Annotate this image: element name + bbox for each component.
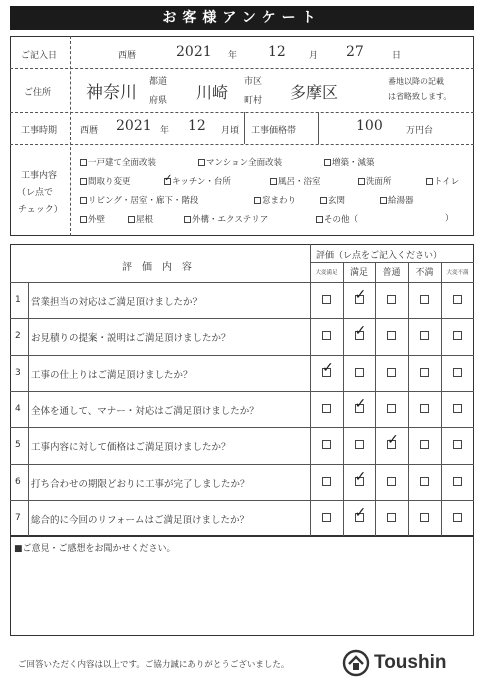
content-option-14[interactable] <box>184 213 268 225</box>
checkbox[interactable] <box>380 197 387 204</box>
house-icon <box>342 649 370 677</box>
rating-checkbox[interactable] <box>355 440 364 449</box>
question-text: 工事内容に対して価格はご満足頂けましたか？ <box>31 442 231 454</box>
rating-checkbox[interactable] <box>420 477 429 486</box>
content-option-label: マンション全面改装 <box>206 158 283 168</box>
rating-checkbox[interactable] <box>453 440 462 449</box>
rating-checkbox[interactable] <box>420 513 429 522</box>
rating-header-0: 大変満足 <box>315 270 338 276</box>
content-option-label: 玄関 <box>328 196 346 206</box>
address-label: ご住所 <box>24 88 52 98</box>
address-note-2: は省略致します。 <box>388 92 452 101</box>
period-era: 西暦 <box>80 126 99 136</box>
checkbox[interactable] <box>426 178 433 185</box>
content-option-11[interactable] <box>380 194 414 206</box>
info-box <box>10 36 474 236</box>
rating-checkbox[interactable] <box>387 368 396 377</box>
question-text: お見積りの提案・説明はご満足頂けましたか？ <box>31 333 231 345</box>
content-option-label: 間取り変更 <box>88 177 131 187</box>
date-label: ご記入日 <box>21 51 58 61</box>
period-year-unit: 年 <box>160 126 170 136</box>
rating-checkbox[interactable] <box>387 477 396 486</box>
eval-header-left: 評 価 内 容 <box>122 262 192 273</box>
eval-header-right: 評価（レ点をご記入ください） <box>316 251 443 261</box>
rating-checkbox[interactable] <box>322 331 331 340</box>
date-month-unit: 月 <box>309 51 319 61</box>
checkbox[interactable] <box>164 178 171 185</box>
address-note-1: 番地以降の記載 <box>388 77 444 86</box>
content-label-1: 工事内容 <box>21 171 58 181</box>
question-text: 総合的に今回のリフォームはご満足頂けましたか？ <box>31 514 250 526</box>
rating-checkbox[interactable] <box>453 404 462 413</box>
date-day-unit: 日 <box>392 51 402 61</box>
date-day[interactable]: 27 <box>346 44 364 60</box>
checkbox[interactable] <box>254 197 261 204</box>
price-unit: 万円台 <box>406 126 434 136</box>
rating-checkbox[interactable] <box>355 404 364 413</box>
content-option-12[interactable] <box>80 213 105 225</box>
content-option-label: 窓まわり <box>262 196 297 206</box>
date-month[interactable]: 12 <box>268 44 286 60</box>
rating-checkbox[interactable] <box>453 331 462 340</box>
question-number: 6 <box>15 476 21 487</box>
rating-checkbox[interactable] <box>355 295 364 304</box>
footer-text: ご回答いただく内容は以上です。ご協力誠にありがとうございました。 <box>18 660 290 670</box>
content-option-label: キッチン・台所 <box>172 177 231 187</box>
rating-checkbox[interactable] <box>453 477 462 486</box>
content-option-7[interactable] <box>426 175 459 187</box>
content-option-2[interactable] <box>324 156 375 168</box>
checkbox[interactable] <box>316 216 323 223</box>
period-year[interactable]: 2021 <box>116 118 152 134</box>
rating-checkbox[interactable] <box>420 404 429 413</box>
period-month-unit: 月頃 <box>221 126 240 136</box>
rating-checkbox[interactable] <box>420 295 429 304</box>
question-number: 5 <box>15 440 21 451</box>
rating-checkbox[interactable] <box>453 368 462 377</box>
rating-header-3: 不満 <box>415 268 434 278</box>
content-option-label: リビング・居室・廊下・階段 <box>88 196 199 206</box>
city-unit-1: 市区 <box>244 77 263 87</box>
price-label: 工事価格帯 <box>251 126 297 136</box>
city-unit-2: 町村 <box>244 96 263 106</box>
content-option-label: 給湯器 <box>388 196 414 206</box>
checkbox[interactable] <box>80 159 87 166</box>
checkbox[interactable] <box>80 178 87 185</box>
content-option-8[interactable] <box>80 194 198 206</box>
content-option-label: 外壁 <box>88 215 106 225</box>
content-option-label: 洗面所 <box>366 177 392 187</box>
rating-checkbox[interactable] <box>322 513 331 522</box>
logo-text: Toushin <box>374 652 447 673</box>
checkbox[interactable] <box>128 216 135 223</box>
rating-checkbox[interactable] <box>387 440 396 449</box>
checkbox[interactable] <box>358 178 365 185</box>
rating-checkbox[interactable] <box>355 513 364 522</box>
question-text: 営業担当の対応はご満足頂けましたか？ <box>31 297 203 308</box>
question-number: 7 <box>15 512 21 523</box>
rating-checkbox[interactable] <box>322 368 331 377</box>
rating-header-2: 普通 <box>382 268 401 278</box>
rating-checkbox[interactable] <box>322 440 331 449</box>
content-option-13[interactable] <box>128 213 153 225</box>
content-option-0[interactable] <box>80 156 156 168</box>
rating-header-1: 満足 <box>349 268 368 278</box>
rating-checkbox[interactable] <box>387 331 396 340</box>
content-option-4[interactable] <box>164 175 231 187</box>
question-text: 工事の仕上りはご満足頂けましたか？ <box>31 369 193 381</box>
content-option-9[interactable] <box>254 194 296 206</box>
date-year-unit: 年 <box>228 51 238 61</box>
rating-checkbox[interactable] <box>355 368 364 377</box>
rating-checkbox[interactable] <box>453 295 462 304</box>
rating-checkbox[interactable] <box>322 477 331 486</box>
checkbox[interactable] <box>80 216 87 223</box>
address-ward[interactable]: 多摩区 <box>290 83 339 102</box>
date-era: 西暦 <box>118 51 137 61</box>
content-option-10[interactable] <box>320 194 345 206</box>
rating-checkbox[interactable] <box>387 513 396 522</box>
period-label: 工事時期 <box>21 126 58 136</box>
pref-unit-1: 都道 <box>149 77 168 87</box>
question-number: 4 <box>15 403 21 414</box>
rating-checkbox[interactable] <box>387 404 396 413</box>
checkbox[interactable] <box>184 216 191 223</box>
content-label-3: チェック） <box>18 205 63 215</box>
content-option-label: トイレ <box>434 177 460 187</box>
other-close: ） <box>445 214 454 224</box>
content-option-1[interactable] <box>198 156 282 168</box>
rating-checkbox[interactable] <box>420 331 429 340</box>
content-option-label: 一戸建て全面改装 <box>88 158 157 168</box>
content-option-15[interactable] <box>316 213 358 225</box>
comments-label: ■ご意見・ご感想をお聞かせください。 <box>14 544 176 554</box>
rating-checkbox[interactable] <box>387 295 396 304</box>
date-year[interactable]: 2021 <box>176 44 212 60</box>
price-value[interactable]: 100 <box>356 118 383 134</box>
checkbox[interactable] <box>198 159 205 166</box>
logo <box>342 648 446 678</box>
content-label-2: （レ点で <box>17 188 54 198</box>
checkbox[interactable] <box>80 197 87 204</box>
rating-checkbox[interactable] <box>420 368 429 377</box>
content-option-3[interactable] <box>80 175 131 187</box>
rating-checkbox[interactable] <box>453 513 462 522</box>
content-option-6[interactable] <box>358 175 392 187</box>
address-city[interactable]: 川崎 <box>196 83 229 102</box>
question-number: 2 <box>15 331 21 342</box>
rating-checkbox[interactable] <box>322 295 331 304</box>
content-option-label: 屋根 <box>136 215 154 225</box>
rating-checkbox[interactable] <box>355 477 364 486</box>
address-pref[interactable]: 神奈川 <box>86 83 137 103</box>
checkbox[interactable] <box>324 159 331 166</box>
content-option-label: その他（ <box>324 215 359 225</box>
pref-unit-2: 府県 <box>149 96 168 106</box>
rating-checkbox[interactable] <box>420 440 429 449</box>
content-option-5[interactable] <box>270 175 321 187</box>
period-month[interactable]: 12 <box>188 118 206 134</box>
question-text: 全体を通して、マナー・対応はご満足頂けましたか？ <box>31 405 259 417</box>
question-number: 3 <box>15 367 21 378</box>
question-text: 打ち合わせの期限どおりに工事が完了しましたか？ <box>31 478 250 490</box>
survey-title: お客様アンケート <box>10 6 474 30</box>
content-option-label: 増築・減築 <box>332 158 375 168</box>
rating-header-4: 大変不満 <box>446 270 469 276</box>
question-number: 1 <box>15 295 21 305</box>
content-option-label: 外構・エクステリア <box>192 215 269 225</box>
rating-checkbox[interactable] <box>355 331 364 340</box>
content-option-label: 風呂・浴室 <box>278 177 321 187</box>
rating-checkbox[interactable] <box>322 404 331 413</box>
checkbox[interactable] <box>320 197 327 204</box>
checkbox[interactable] <box>270 178 277 185</box>
